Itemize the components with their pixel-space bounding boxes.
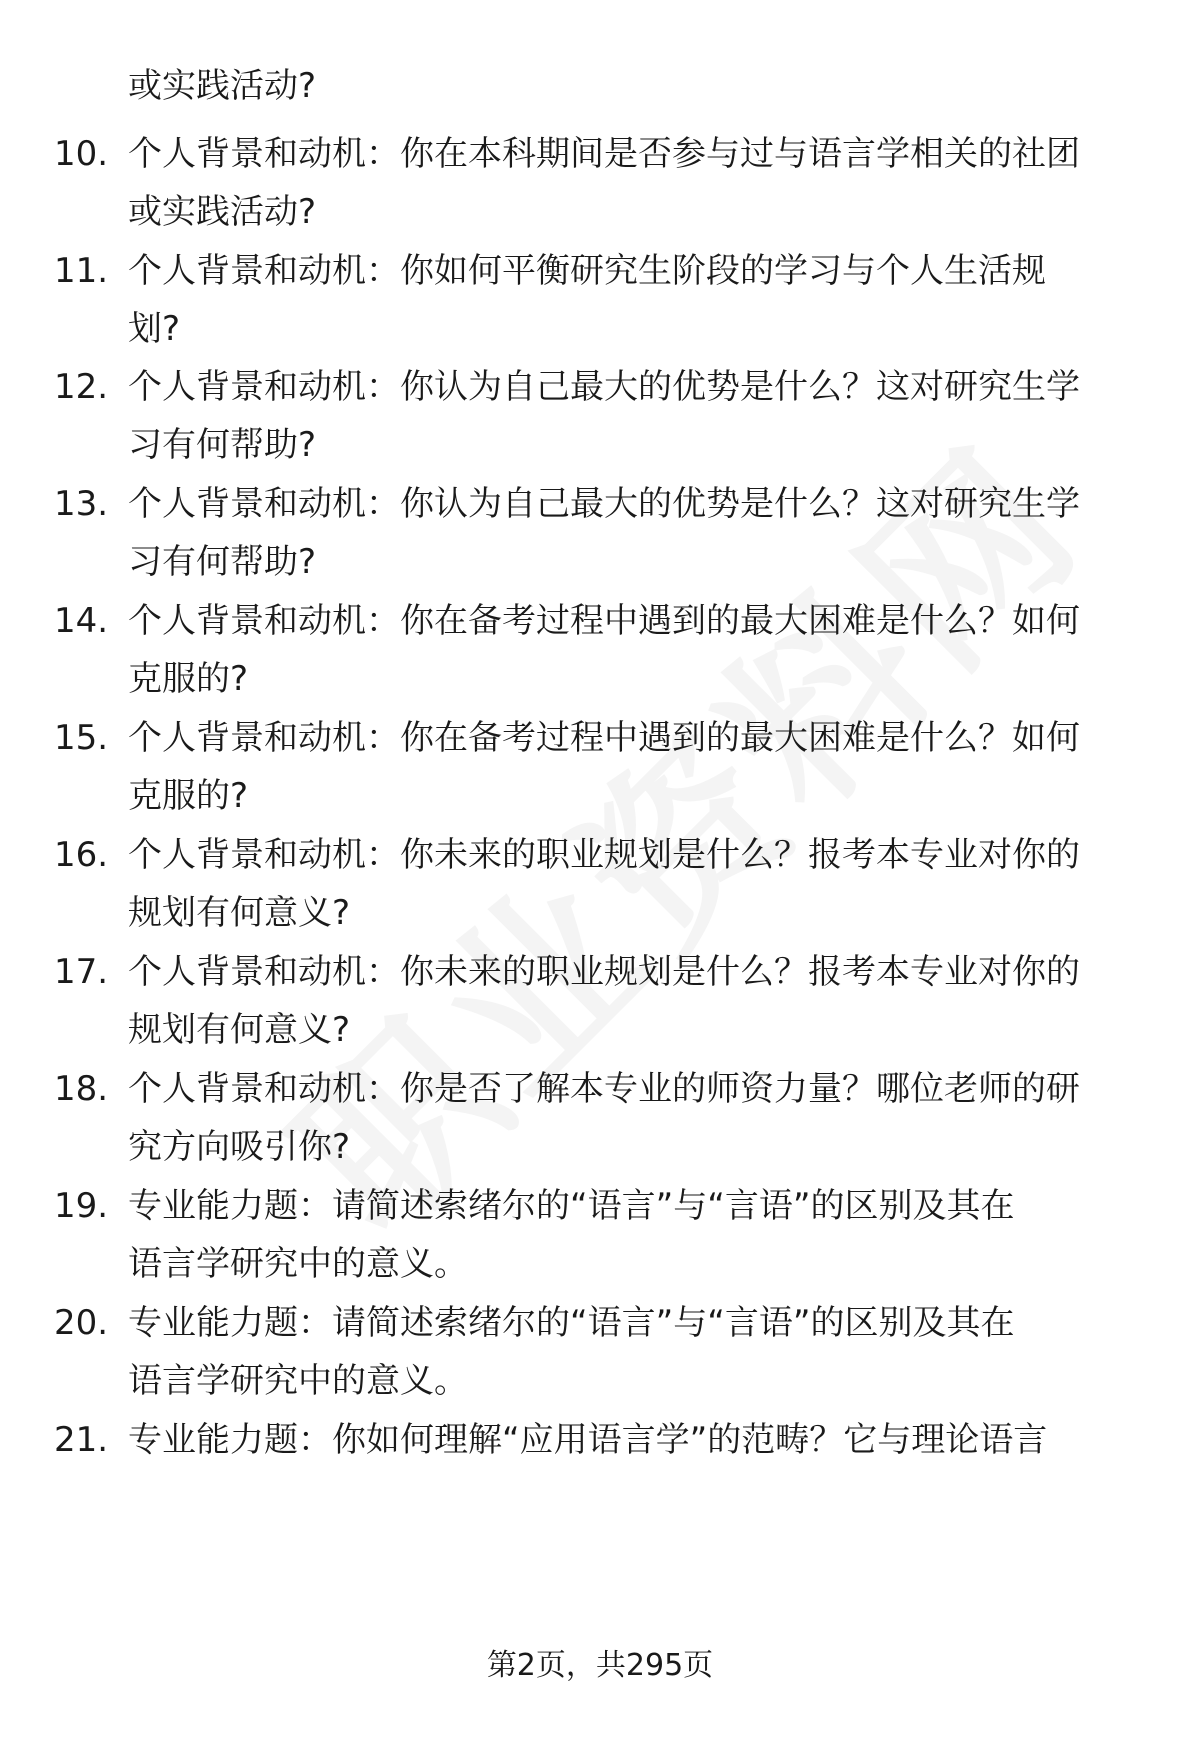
question-text (128, 709, 1140, 825)
question-line: 专业能力题：请简述索绪尔的“语言”与“言语”的区别及其在 (128, 1303, 1015, 1343)
question-line: 或实践活动? (128, 192, 317, 232)
question-line: 个人背景和动机：你是否了解本专业的师资力量？哪位老师的研 (128, 1069, 1080, 1109)
question-number: 13. (54, 484, 109, 524)
question-line: 个人背景和动机：你未来的职业规划是什么？报考本专业对你的 (128, 835, 1080, 875)
question-line: 个人背景和动机：你认为自己最大的优势是什么？这对研究生学 (128, 367, 1080, 407)
question-line: 专业能力题：请简述索绪尔的“语言”与“言语”的区别及其在 (128, 1186, 1015, 1226)
question-line: 个人背景和动机：你在备考过程中遇到的最大困难是什么？如何 (128, 718, 1080, 758)
question-number: 15. (54, 718, 109, 758)
question-number: 19. (54, 1186, 109, 1226)
question-text (128, 1060, 1140, 1176)
question-number: 14. (54, 601, 109, 641)
question-line: 规划有何意义? (128, 1010, 351, 1050)
question-number: 16. (54, 835, 109, 875)
question-number: 10. (54, 134, 109, 174)
question-line: 个人背景和动机：你在备考过程中遇到的最大困难是什么？如何 (128, 601, 1080, 641)
question-text (128, 125, 1140, 241)
question-text (128, 1411, 1140, 1469)
question-text (128, 242, 1140, 358)
question-line: 习有何帮助? (128, 425, 317, 465)
question-text (128, 592, 1140, 708)
question-line: 个人背景和动机：你在本科期间是否参与过与语言学相关的社团 (128, 134, 1080, 174)
question-number: 17. (54, 952, 109, 992)
question-number: 20. (54, 1303, 109, 1343)
question-number: 18. (54, 1069, 109, 1109)
question-line: 习有何帮助? (128, 542, 317, 582)
question-line: 个人背景和动机：你认为自己最大的优势是什么？这对研究生学 (128, 484, 1080, 524)
question-text (128, 826, 1140, 942)
question-text (128, 358, 1140, 474)
question-number: 12. (54, 367, 109, 407)
question-text (128, 475, 1140, 591)
question-line: 克服的? (128, 776, 249, 816)
question-line: 究方向吸引你? (128, 1127, 351, 1167)
page-footer: 第2页，共295页 (486, 1648, 714, 1683)
question-number: 21. (54, 1420, 109, 1460)
question-text (128, 1294, 1140, 1410)
question-line: 规划有何意义? (128, 893, 351, 933)
question-text (128, 943, 1140, 1059)
question-line: 个人背景和动机：你如何平衡研究生阶段的学习与个人生活规 (128, 251, 1046, 291)
question-line: 个人背景和动机：你未来的职业规划是什么？报考本专业对你的 (128, 952, 1080, 992)
question-line: 专业能力题：你如何理解“应用语言学”的范畴？它与理论语言 (128, 1420, 1048, 1460)
continuation-text: 或实践活动? (128, 66, 317, 106)
question-line: 克服的? (128, 659, 249, 699)
question-line: 语言学研究中的意义。 (128, 1361, 468, 1401)
question-line: 划? (128, 309, 181, 349)
question-number: 11. (54, 251, 109, 291)
question-line: 语言学研究中的意义。 (128, 1244, 468, 1284)
question-text (128, 1177, 1140, 1293)
